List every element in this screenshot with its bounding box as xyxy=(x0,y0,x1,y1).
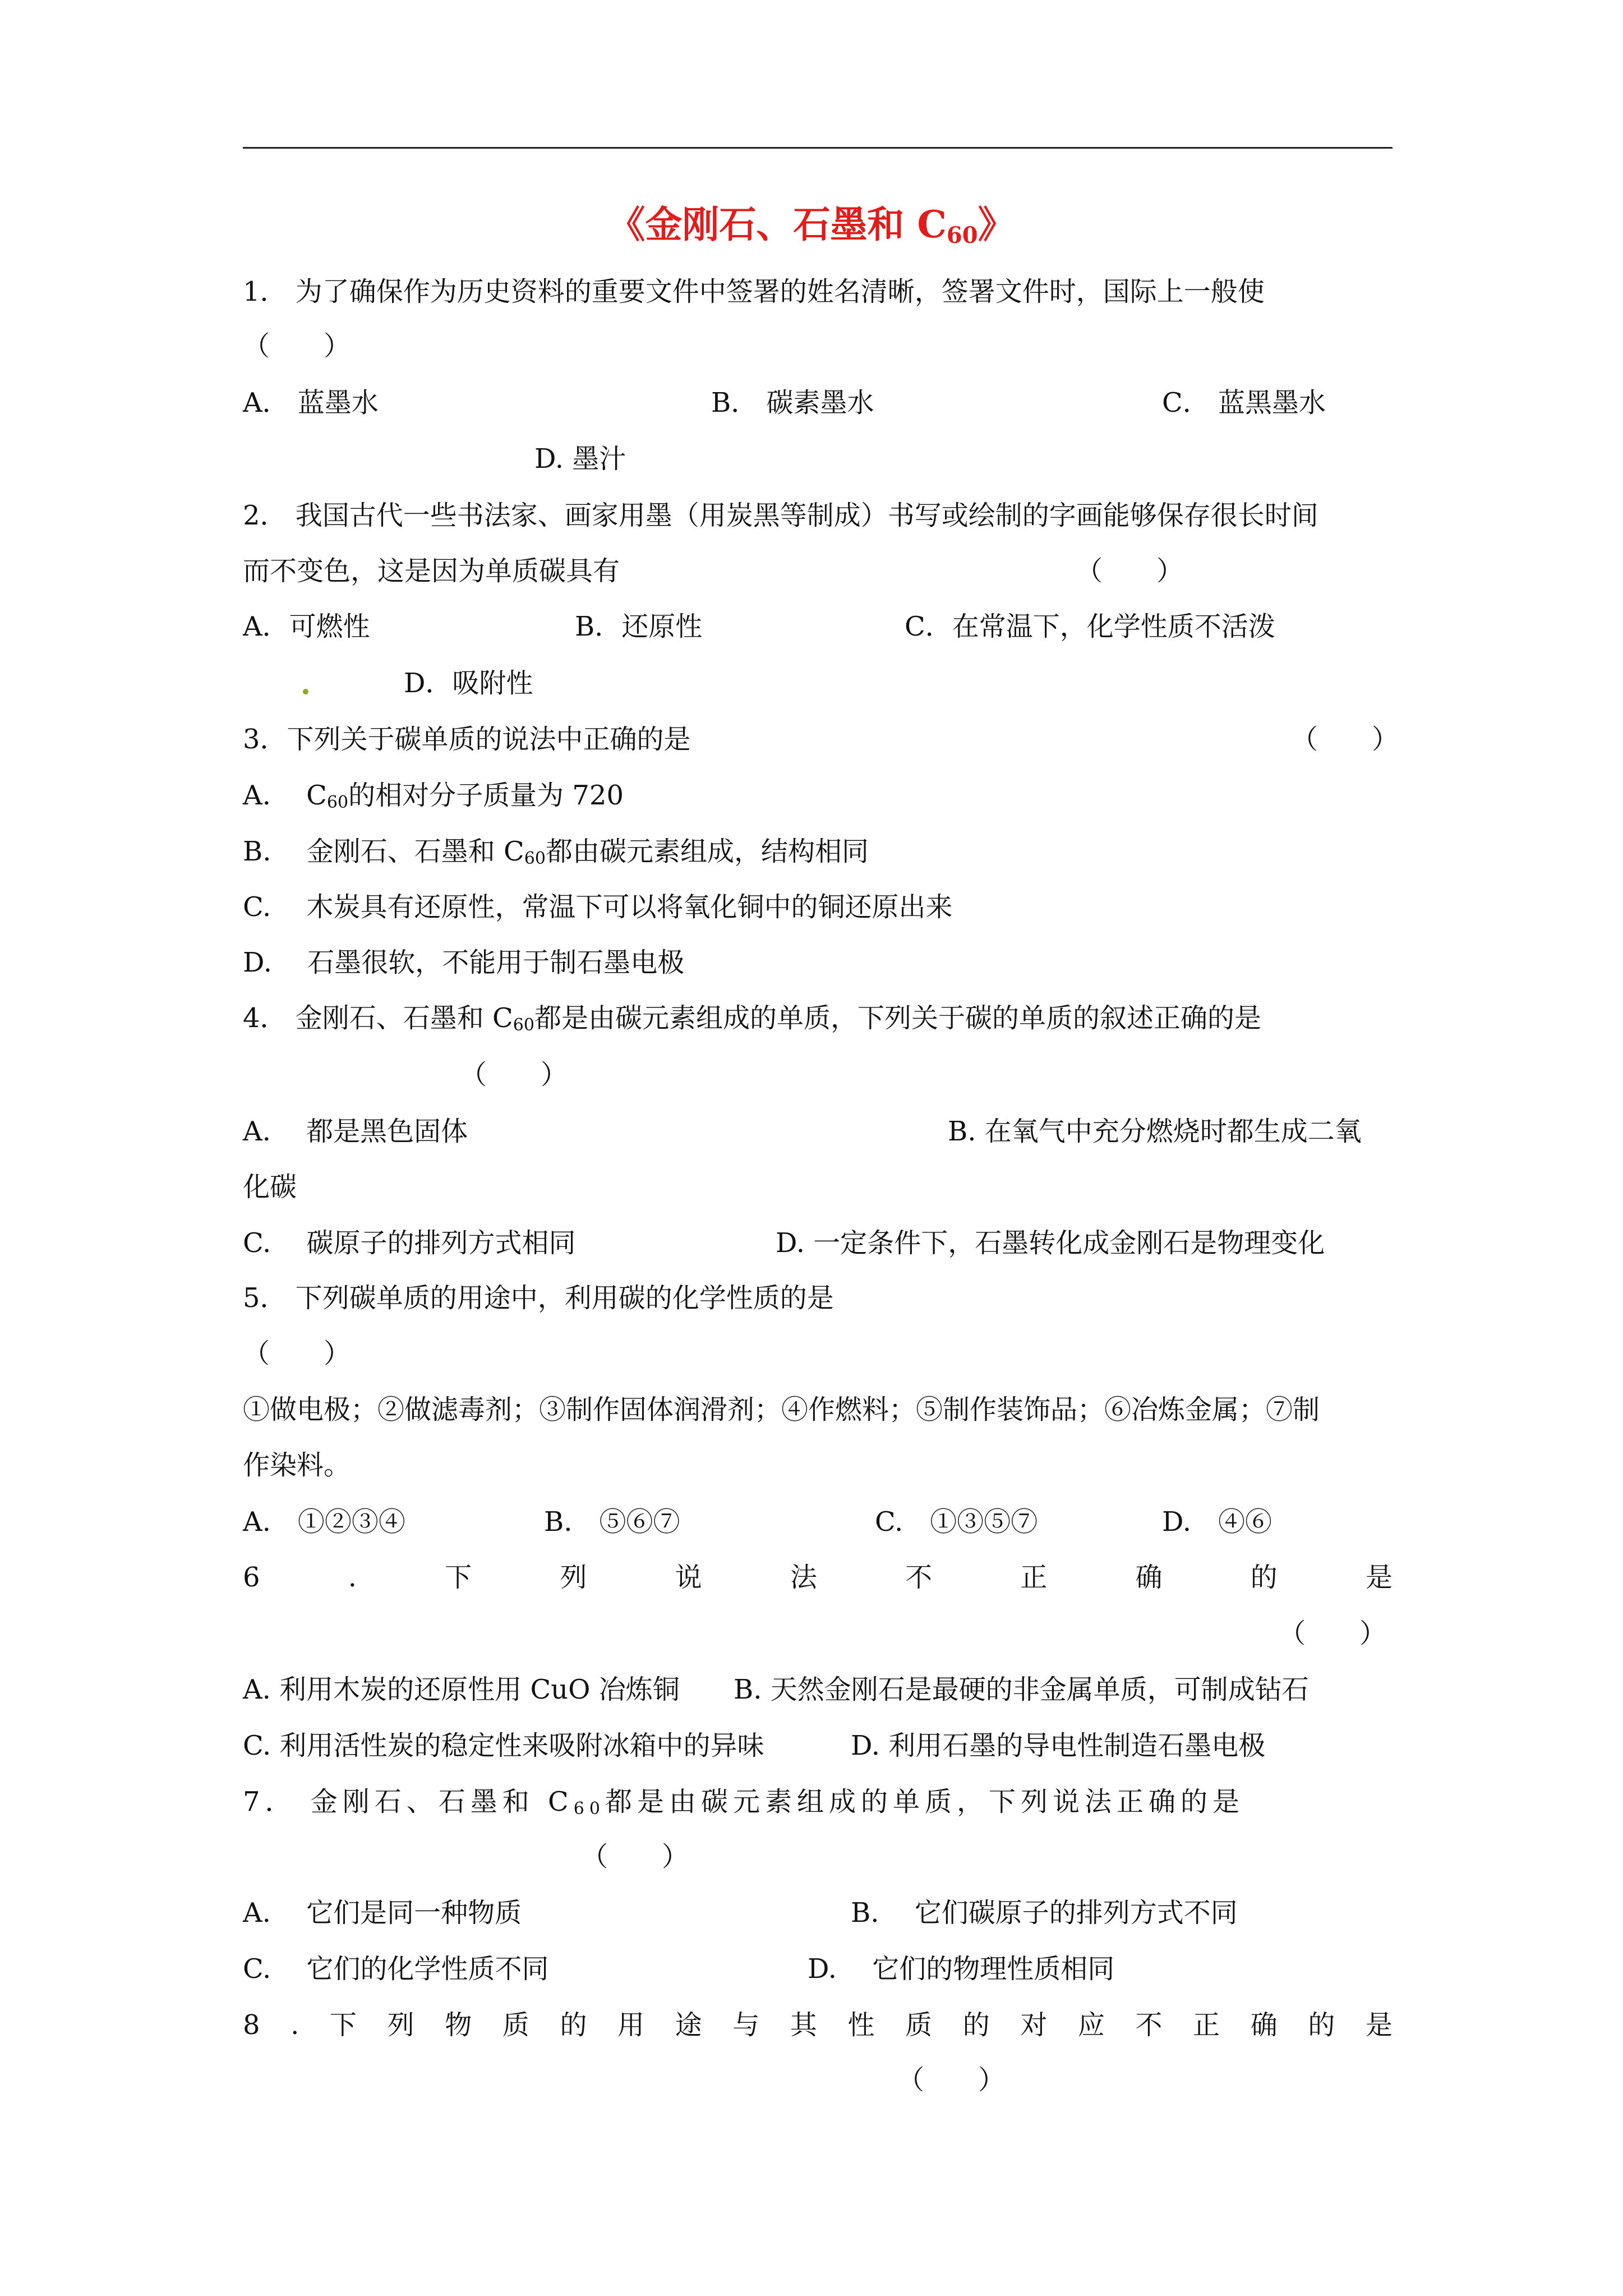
q8-answer-paren: （ ） xyxy=(897,2064,1006,2096)
q2-stem: 2． 我国古代一些书法家、画家用墨（用炭黑等制成）书写或绘制的字画能够保存很长时间 xyxy=(243,500,1318,531)
q1-stem: 1． 为了确保作为历史资料的重要文件中签署的姓名清晰，签署文件时，国际上一般使 xyxy=(243,276,1265,307)
q6-option-d: D. 利用石墨的导电性制造石墨电极 xyxy=(851,1730,1266,1761)
q2-option-c: C．在常温下，化学性质不活泼 xyxy=(905,611,1275,642)
q4-stem: 4． 金刚石、石墨和 $C_{60}$都是由碳元素组成的单质，下列关于碳的单质的叙述正确的是 xyxy=(243,1002,1261,1035)
q5-option-d: D. ④⑥ xyxy=(1162,1506,1272,1538)
q4-answer-paren: （ ） xyxy=(460,1059,568,1091)
q5-items-cont: 作染料。 xyxy=(243,1450,351,1481)
q1-answer-paren: （ ） xyxy=(243,330,351,362)
q4-option-d: D. 一定条件下，石墨转化成金刚石是物理变化 xyxy=(776,1227,1325,1259)
q3-option-b: B. 金刚石、石墨和 $C_{60}$都由碳元素组成，结构相同 xyxy=(243,836,869,868)
q6-option-c: C. 利用活性炭的稳定性来吸附冰箱中的异味 xyxy=(243,1730,764,1761)
q7-option-c: C. 它们的化学性质不同 xyxy=(243,1953,549,1985)
document-title: 《金刚石、石墨和 $C_{60}$》 xyxy=(608,203,1015,249)
q2-stem-cont: 而不变色，这是因为单质碳具有 xyxy=(243,555,620,587)
q1-option-a: A． 蓝墨水 xyxy=(243,387,379,418)
q7-answer-paren: （ ） xyxy=(581,1841,689,1872)
q2-option-a: A．可燃性 xyxy=(243,611,370,642)
q6-answer-paren: （ ） xyxy=(1279,1618,1387,1649)
q6-option-b: B. 天然金刚石是最硬的非金属单质，可制成钻石 xyxy=(734,1674,1309,1705)
q7-stem: 7． 金刚石、石墨和 $C_{60}$都是由碳元素组成的单质，下列说法正确的是 xyxy=(243,1786,1244,1819)
q5-option-a: A. ①②③④ xyxy=(243,1506,405,1538)
q4-option-a: A. 都是黑色固体 xyxy=(243,1116,468,1147)
q4-option-b: B. 在氧气中充分燃烧时都生成二氧 xyxy=(948,1116,1362,1147)
q3-option-a: A. $C_{60}$的相对分子质量为 720 xyxy=(243,780,624,812)
q5-items: ①做电极；②做滤毒剂；③制作固体润滑剂；④作燃料；⑤制作装饰品；⑥冶炼金属；⑦制 xyxy=(243,1394,1320,1425)
q6-option-a: A. 利用木炭的还原性用 CuO 冶炼铜 xyxy=(243,1674,680,1705)
q2-option-b: B．还原性 xyxy=(575,611,703,642)
q5-option-b: B. ⑤⑥⑦ xyxy=(544,1506,680,1538)
q5-stem: 5． 下列碳单质的用途中，利用碳的化学性质的是 xyxy=(243,1282,834,1314)
q4-option-b-cont: 化碳 xyxy=(243,1171,297,1203)
q3-answer-paren: （ ） xyxy=(1291,724,1399,755)
q3-option-c: C. 木炭具有还原性，常温下可以将氧化铜中的铜还原出来 xyxy=(243,891,953,923)
q1-option-d: D. 墨汁 xyxy=(534,443,626,475)
q5-answer-paren: （ ） xyxy=(243,1338,351,1369)
q1-option-c: C． 蓝黑墨水 xyxy=(1162,387,1326,418)
stray-mark xyxy=(303,689,308,694)
q7-option-d: D. 它们的物理性质相同 xyxy=(808,1953,1115,1985)
q4-option-c: C. 碳原子的排列方式相同 xyxy=(243,1227,576,1259)
q1-option-b: B． 碳素墨水 xyxy=(711,387,874,418)
q2-option-d: D．吸附性 xyxy=(404,668,533,699)
q3-stem: 3．下列关于碳单质的说法中正确的是 xyxy=(243,724,691,755)
q3-option-d: D. 石墨很软，不能用于制石墨电极 xyxy=(243,947,685,978)
q8-stem: 8 . 下 列 物 质 的 用 途 与 其 性 质 的 对 应 不 正 确 的 是 xyxy=(243,2009,1393,2041)
q6-stem: 6 . 下 列 说 法 不 正 确 的 是 xyxy=(243,1562,1393,1593)
q7-option-b: B. 它们碳原子的排列方式不同 xyxy=(851,1897,1238,1929)
q5-option-c: C. ①③⑤⑦ xyxy=(875,1506,1038,1538)
q2-answer-paren: （ ） xyxy=(1076,555,1184,587)
header-rule xyxy=(243,147,1393,149)
q7-option-a: A. 它们是同一种物质 xyxy=(243,1897,522,1929)
